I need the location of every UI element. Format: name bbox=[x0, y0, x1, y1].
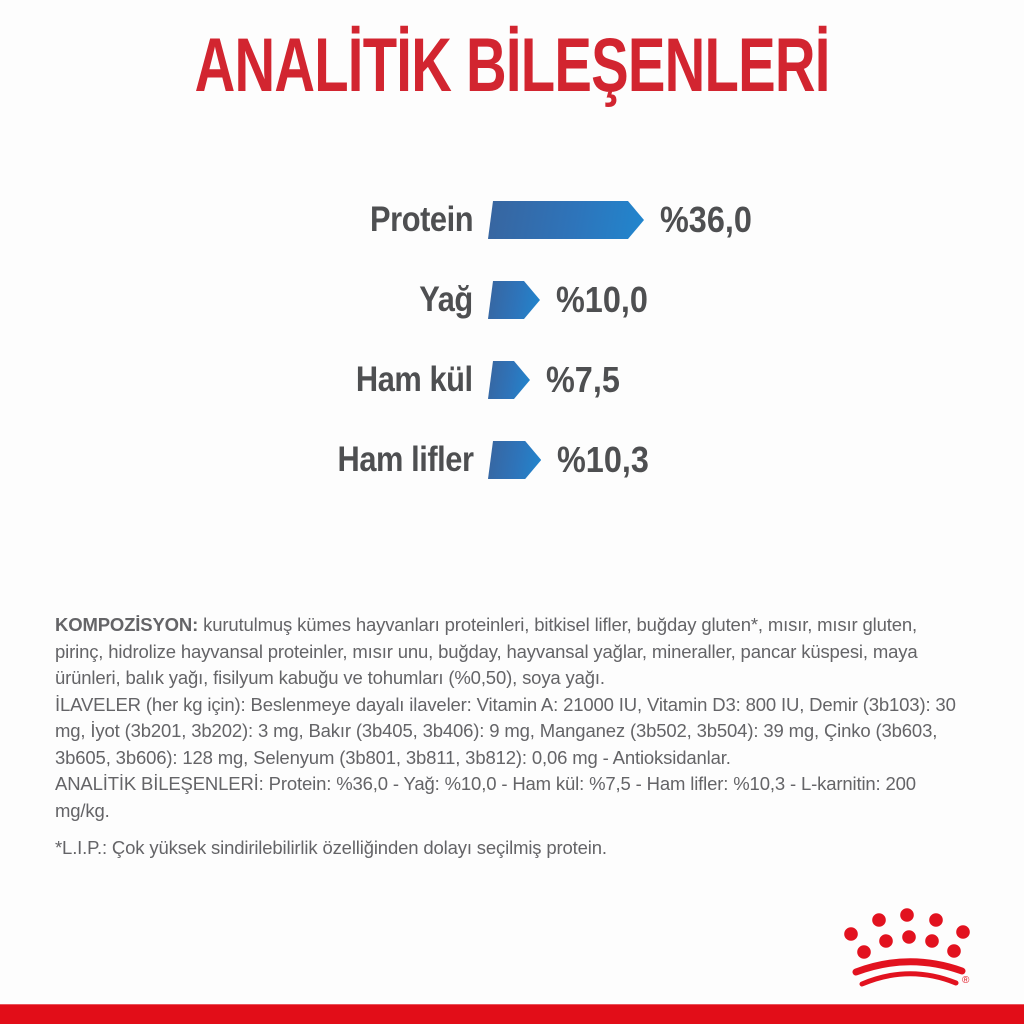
bar-row-ham-lifler bbox=[0, 420, 1024, 500]
footer-red-bar bbox=[0, 1004, 1024, 1024]
bar-arrow-shape bbox=[488, 441, 541, 479]
analytical-constituents-paragraph: ANALİTİK BİLEŞENLERİ: Protein: %36,0 - Yağ: %10,0 - Ham kül: %7,5 - Ham lifler: %10,3 - L-karnitin: 200 mg/kg. bbox=[55, 773, 916, 821]
composition-paragraph bbox=[55, 612, 967, 692]
crown-base-arcs bbox=[856, 962, 962, 984]
additives-paragraph: İLAVELER (her kg için): Beslenmeye dayalı ilaveler: Vitamin A: 21000 IU, Vitamin D3: 800 IU, Demir (3b103): 30 mg, İyot (3b201, 3b202): 3 mg, Bakır (3b405, 3b406): 9 mg, Manganez (3b502, 3b504): 39 mg, Çinko (3b603, 3b605, 3b606): 128 mg, Selenyum (3b801, 3b811, 3b812): 0,06 mg - Antioksidanlar. bbox=[55, 693, 956, 768]
bar-value-label: %10,3 bbox=[557, 439, 650, 480]
composition-text: kurutulmuş kümes hayvanları proteinleri, bitkisel lifler, buğday gluten*, mısır, mısır gluten, pirinç, hidrolize hayvansal proteinler, mısır unu, buğday, hayvansal yağlar, mineraller, pancar küspesi, maya ürünleri, balık yağı, fisilyum kabuğu ve tohumları (%0,50), soya yağı. bbox=[55, 614, 918, 688]
crown-dots bbox=[844, 908, 970, 959]
lip-footnote: *L.I.P.: Çok yüksek sindirilebilirlik özelliğinden dolayı seçilmiş protein. bbox=[55, 837, 607, 858]
analytical-components-bar-chart bbox=[0, 180, 1024, 500]
bar-value-label: %10,0 bbox=[556, 279, 648, 320]
bar-row-yağ bbox=[0, 260, 1024, 340]
bar-category-label: Ham kül bbox=[356, 360, 473, 399]
bar-row-ham-kül bbox=[0, 340, 1024, 420]
bar-value-label: %36,0 bbox=[660, 199, 752, 240]
bar-category-label: Protein bbox=[369, 200, 473, 239]
bar-row-protein bbox=[0, 180, 1024, 260]
bar-category-label: Yağ bbox=[419, 280, 473, 319]
page-title-text: ANALİTİK BİLEŞENLERİ bbox=[194, 23, 830, 108]
royal-canin-crown-logo bbox=[843, 903, 975, 995]
page-title bbox=[0, 22, 1024, 109]
composition-label: KOMPOZİSYON: bbox=[55, 614, 204, 635]
bar-arrow-shape bbox=[488, 281, 540, 319]
bar-arrow-shape bbox=[488, 201, 644, 239]
bar-category-label: Ham lifler bbox=[337, 440, 473, 479]
bar-value-label: %7,5 bbox=[546, 359, 620, 400]
composition-text-block bbox=[55, 612, 967, 862]
registered-trademark-icon: ® bbox=[962, 975, 970, 986]
bar-arrow-shape bbox=[488, 361, 530, 399]
